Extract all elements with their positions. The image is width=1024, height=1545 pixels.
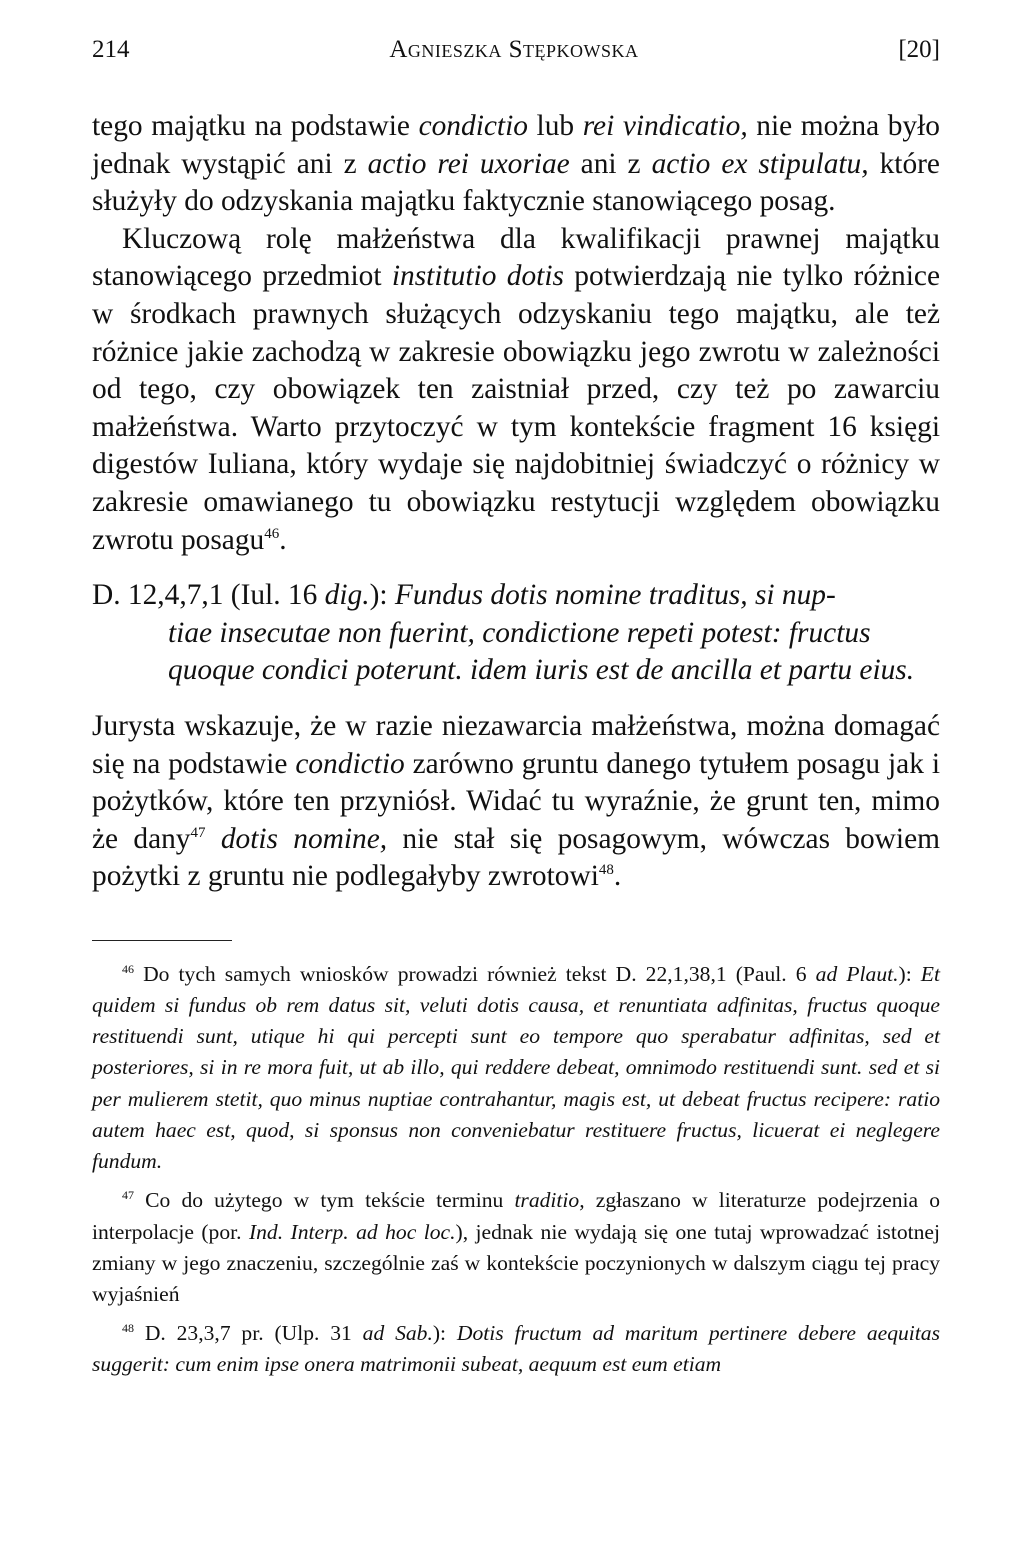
text-run: ): [432, 1321, 457, 1346]
page-number: 214 [92, 36, 130, 63]
italic-term: traditio, [514, 1188, 585, 1213]
text-run: . [279, 523, 287, 556]
text-run: . [613, 860, 622, 893]
footnote-46 [92, 959, 940, 1177]
paragraph-2 [92, 221, 940, 559]
footnote-divider [92, 940, 232, 941]
italic-term: ad Sab. [362, 1321, 433, 1346]
footnote-ref-46[interactable]: 46 [264, 525, 280, 542]
citation-ref-end: ): [369, 579, 395, 612]
citation-quote-continued: tiae insecutae non fuerint, condictione repeti potest: fructus quoque condici poterunt. idem iuris est de ancilla et partu eius. [168, 616, 915, 687]
text-run: Do tych samych wniosków prowadzi również tekst D. 22,1,38,1 (Paul. 6 [134, 961, 816, 986]
italic-term: dotis nomine, [220, 822, 388, 855]
text-run: nie można było jednak wystąpić ani z [92, 110, 940, 180]
paragraph-3 [92, 708, 940, 896]
text-run: zarówno gruntu danego tytułem posagu jak i pożytków, które ten przyniósł. Widać tu wyraźnie, że grunt ten, mimo że dany [92, 747, 941, 855]
digest-citation [92, 577, 940, 690]
italic-term: institutio dotis [391, 260, 564, 293]
italic-quote: Et quidem si fundus ob rem datus sit, veluti dotis causa, et renuntiata adfinitas, fructus quoque restituendi sunt, utique hi qui percepti sunt eo tempore quo sperabatur adfinitas, sed et posteriores, si in re mora fuit, ut ab illo, qui reddere debeat, omnimodo restituendi sunt. sed et si per mulierem stetit, quo minus nuptiae contrahantur, magis est, ut debeat fructus recipere: ratio autem haec est, quod, si sponsus non conveniebatur restituere fructus, licuerat ei neglegere fundum. [92, 961, 940, 1174]
main-text [92, 108, 940, 559]
italic-term: condictio [295, 747, 405, 780]
italic-term: ad Plaut. [815, 961, 899, 986]
italic-term: condictio [418, 110, 528, 142]
text-run: D. 23,3,7 pr. (Ulp. 31 [134, 1321, 363, 1346]
citation-ref: D. 12,4,7,1 (Iul. 16 [92, 579, 325, 612]
text-run [206, 823, 221, 855]
text-run: ): [898, 961, 921, 986]
text-run: tego majątku na podstawie [92, 110, 419, 142]
citation-ref-italic: dig. [324, 579, 370, 612]
text-run: ), jednak nie wydają się one tutaj wprowadzać istotnej zmiany w jego znaczeniu, szczególnie zaś w kontekście poczynionych w dalszym ciągu tej pracy wyjaśnień [92, 1219, 940, 1306]
running-head [92, 34, 940, 66]
paragraph-1 [92, 108, 940, 221]
text-run: lub [527, 110, 583, 142]
text-run: Jurysta wskazuje, że w razie niezawarcia małżeństwa, można domagać się na podstawie [92, 709, 940, 780]
italic-term: actio rei uxoriae [367, 147, 570, 180]
italic-term: actio ex stipulatu, [651, 147, 869, 180]
section-number: [20] [898, 36, 940, 63]
text-run: potwierdzają nie tylko różnice w środkach prawnych służących odzyskaniu tego majątku, ale też różnice jakie zachodzą w zakresie obowiązku jego zwrotu w zależności od tego, czy obowiązek ten zaistniał przed, czy też po zawarciu małżeństwa. Warto przytoczyć w tym kontekście fragment 16 księgi digestów Iuliana, który wydaje się najdobitniej świadczyć o różnicy w zakresie omawianego tu obowiązku restytucji względem obowiązku zwrotu posagu [92, 260, 941, 556]
running-title-author: Agnieszka Stępkowska [389, 36, 639, 63]
footnote-mark: 47 [122, 1188, 134, 1203]
italic-quote: Dotis fructum ad maritum pertinere debere aequitas suggerit: cum enim ipse onera matrimonii subeat, aequum est eum etiam [92, 1321, 940, 1377]
citation-quote-start: Fundus dotis nomine traditus, si nup- [394, 579, 836, 612]
footnote-ref-48[interactable]: 48 [598, 862, 614, 879]
footnote-ref-47[interactable]: 47 [190, 824, 206, 841]
citation-first-line [92, 577, 940, 615]
italic-term: rei vindicatio, [582, 110, 748, 142]
footnote-mark: 48 [122, 1320, 134, 1335]
text-run: Co do użytego w tym tekście terminu [134, 1188, 515, 1213]
footnote-48 [92, 1318, 940, 1380]
text-run: zgłaszano w literaturze podejrzenia o interpolacje (por. [92, 1188, 941, 1244]
footnote-47 [92, 1185, 940, 1310]
footnote-mark: 46 [122, 961, 134, 976]
text-run: które służyły do odzyskania majątku faktycznie stanowiącego posag. [92, 147, 940, 218]
text-run: nie stał się posagowym, wówczas bowiem pożytki z gruntu nie podlegałyby zwrotowi [92, 822, 940, 893]
italic-term: Ind. Interp. ad hoc loc. [248, 1219, 456, 1244]
text-run: Kluczową rolę małżeństwa dla kwalifikacji prawnej majątku stanowiącego przedmiot [92, 222, 940, 293]
text-run: ani z [569, 147, 652, 180]
